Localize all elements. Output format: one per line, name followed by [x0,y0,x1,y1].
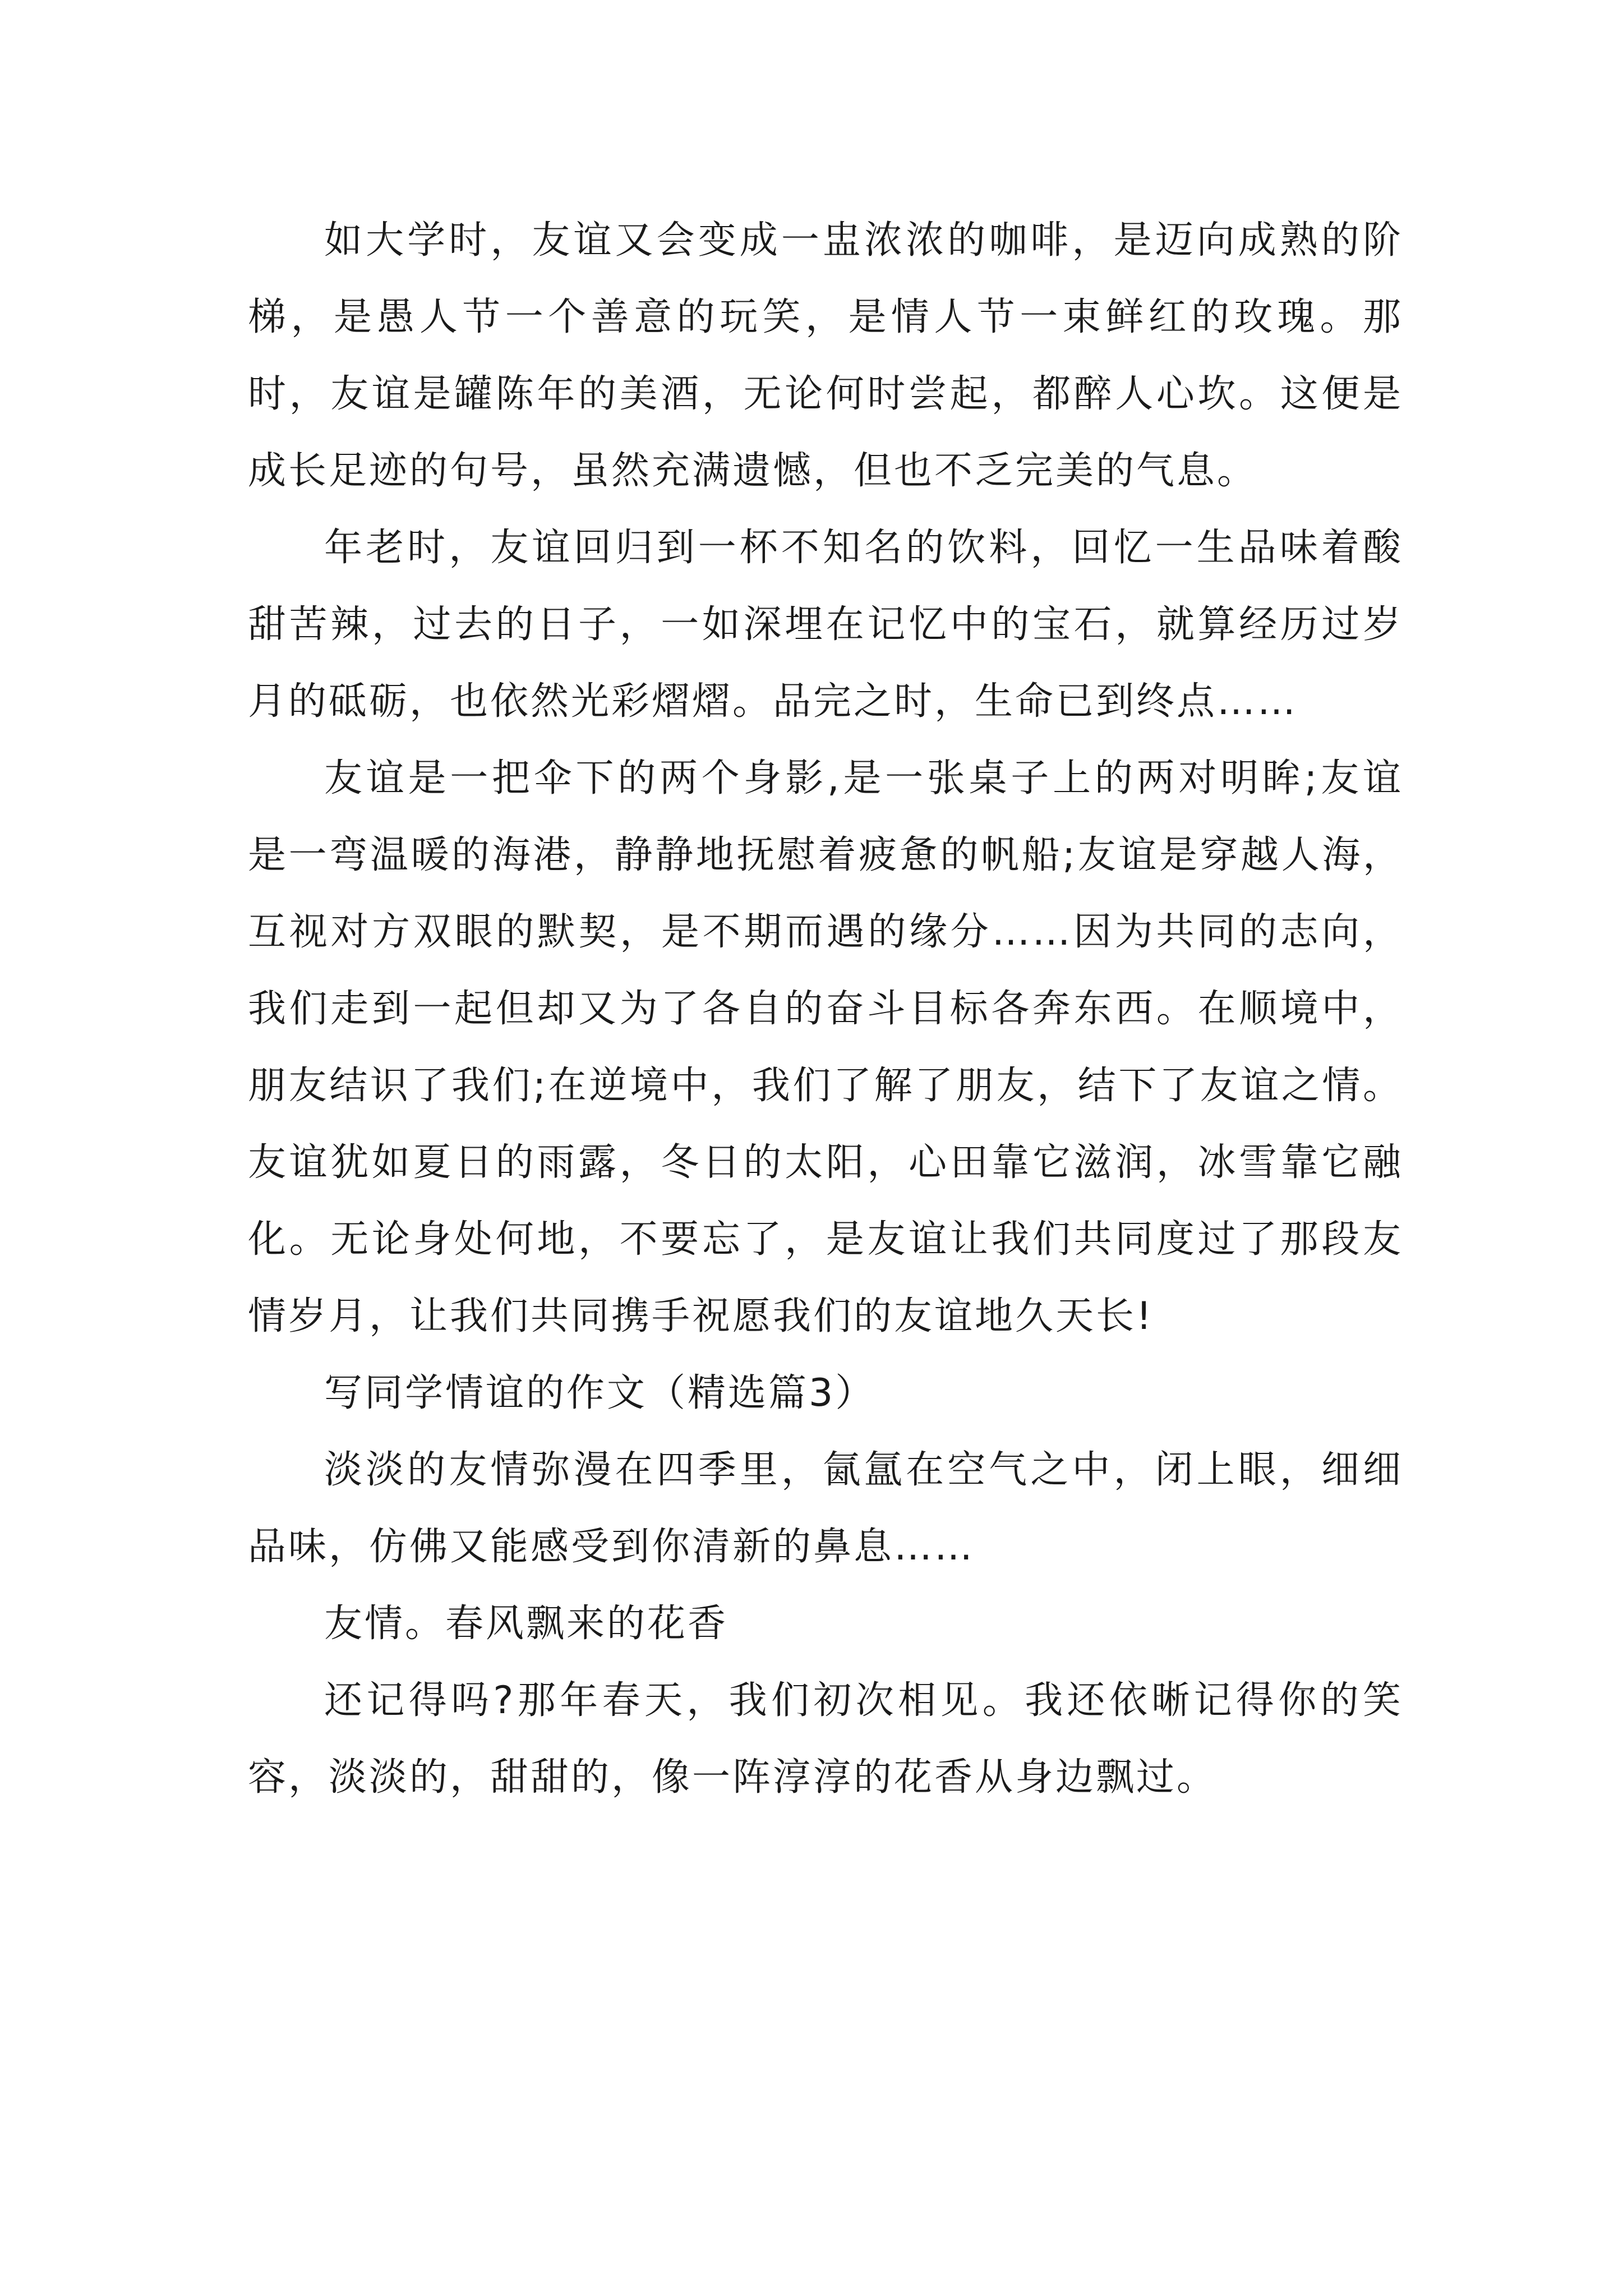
paragraph-friendship-description: 友谊是一把伞下的两个身影,是一张桌子上的两对明眸;友谊是一弯温暖的海港，静静地抚慰着疲惫的帆船;友谊是穿越人海，互视对方双眼的默契，是不期而遇的缘分……因为共同的志向，我们走到一起但却又为了各自的奋斗目标各奔东西。在顺境中，朋友结识了我们;在逆境中，我们了解了朋友，结下了友谊之情。友谊犹如夏日的雨露，冬日的太阳，心田靠它滋润，冰雪靠它融化。无论身处何地，不要忘了，是友谊让我们共同度过了那段友情岁月，让我们共同携手祝愿我们的友谊地久天长! [248,756,1403,1338]
section-heading: 写同学情谊的作文（精选篇3） [324,1371,876,1415]
paragraph-faint-friendship: 淡淡的友情弥漫在四季里，氤氲在空气之中，闭上眼，细细品味，仿佛又能感受到你清新的鼻息…… [248,1448,1403,1569]
paragraph-old-age-friendship: 年老时，友谊回归到一杯不知名的饮料，回忆一生品味着酸甜苦辣，过去的日子，一如深埋在记忆中的宝石，就算经历过岁月的砥砺，也依然光彩熠熠。品完之时，生命已到终点…… [248,526,1403,724]
subheading-spring-breeze: 友情。春风飘来的花香 [324,1602,728,1646]
document-body [248,202,1403,1816]
paragraph-first-meeting: 还记得吗?那年春天，我们初次相见。我还依晰记得你的笑容，淡淡的，甜甜的，像一阵淳淳的花香从身边飘过。 [248,1678,1403,1800]
paragraph-university-friendship: 如大学时，友谊又会变成一盅浓浓的咖啡，是迈向成熟的阶梯，是愚人节一个善意的玩笑，是情人节一束鲜红的玫瑰。那时，友谊是罐陈年的美酒，无论何时尝起，都醉人心坎。这便是成长足迹的句号，虽然充满遗憾，但也不乏完美的气息。 [248,218,1403,493]
